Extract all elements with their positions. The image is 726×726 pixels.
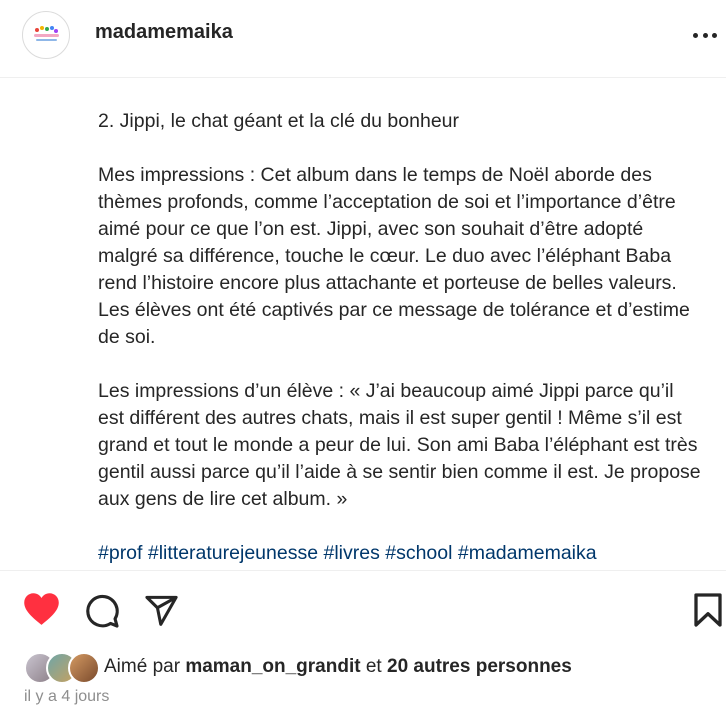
liker-avatar	[68, 652, 100, 684]
dot	[693, 33, 698, 38]
caption-impressions: Mes impressions : Cet album dans le temps de Noël aborde des thèmes profonds, comme l’acceptation de soi et l’importance d’être aimé pour ce que l’on est. Jippi, avec son souhait d’être adopté malgré sa différence, touche le cœur. Le duo avec l’éléphant Baba rend l’histoire encore plus attachante et porteuse de belles valeurs. Les élèves ont été captivés par ce message de tolérance et d’estime de soi.	[98, 164, 690, 348]
share-icon[interactable]	[144, 593, 179, 628]
likes-prefix: Aimé par	[104, 656, 181, 677]
likes-text	[104, 656, 572, 678]
liker-username[interactable]: maman_on_grandit	[185, 656, 361, 677]
post-caption	[98, 108, 703, 567]
caption-hashtags[interactable]: #prof #litteraturejeunesse #livres #school #madamemaika	[98, 542, 597, 564]
profile-avatar[interactable]	[22, 11, 70, 59]
bookmark-icon[interactable]	[692, 592, 724, 628]
liker-avatars	[24, 652, 100, 682]
avatar-logo-icon	[23, 12, 69, 58]
dot	[703, 33, 708, 38]
caption-title: 2. Jippi, le chat géant et la clé du bonheur	[98, 110, 459, 132]
more-options-icon[interactable]	[693, 26, 717, 44]
dot	[712, 33, 717, 38]
post-header	[0, 0, 726, 78]
comment-icon[interactable]	[84, 593, 120, 629]
likes-others[interactable]: 20 autres personnes	[387, 656, 572, 677]
heart-filled-icon[interactable]	[23, 592, 60, 626]
likes-connector: et	[365, 656, 382, 677]
divider	[0, 570, 726, 571]
caption-student-quote: Les impressions d’un élève : « J’ai beaucoup aimé Jippi parce qu’il est différent des autres chats, mais il est super gentil ! Même s’il est grand et tout le monde a peur de lui. Son ami Baba l’éléphant est très gentil aussi parce qu’il l’aide à se sentir bien comme il est. Je propose aux gens de lire cet album. »	[98, 380, 701, 510]
post-username[interactable]: madamemaika	[95, 21, 233, 43]
post-timestamp[interactable]: il y a 4 jours	[24, 688, 110, 705]
likes-summary[interactable]	[24, 652, 572, 682]
